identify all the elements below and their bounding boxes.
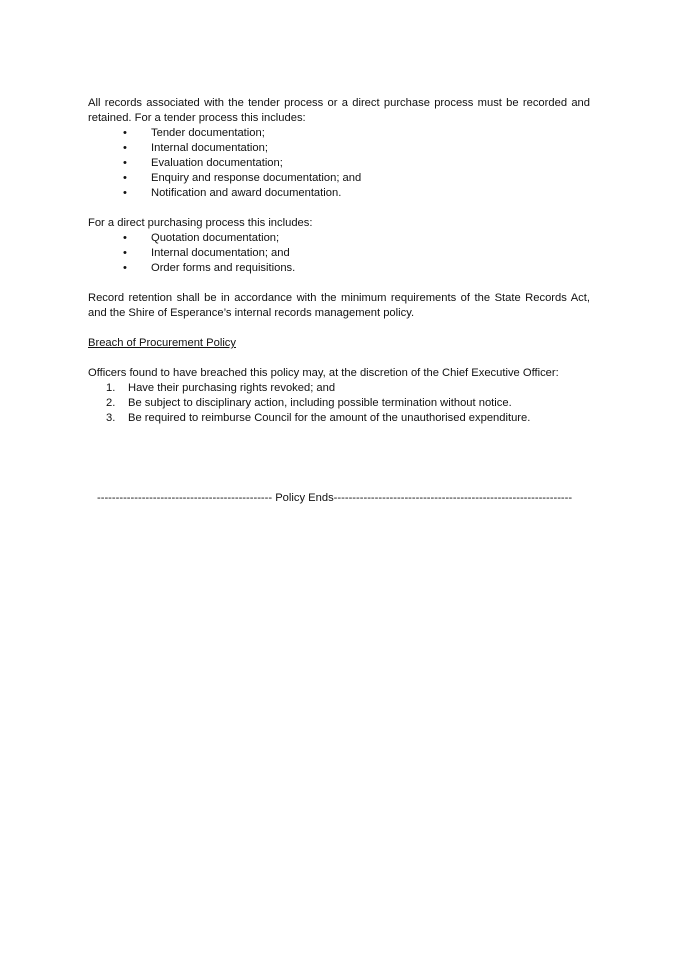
list-item xyxy=(88,231,590,246)
breach-intro-paragraph: Officers found to have breached this policy may, at the discretion of the Chief Executive Officer: xyxy=(88,367,559,379)
bullet-icon: • xyxy=(123,262,127,274)
spacer xyxy=(88,321,590,336)
bullet-icon: • xyxy=(123,127,127,139)
list-item-text: Have their purchasing rights revoked; and xyxy=(128,382,336,394)
divider-dashes-right: ---------------------------------------------------------------- xyxy=(333,492,573,504)
document-body xyxy=(88,96,590,426)
list-item xyxy=(88,246,590,261)
list-item-text: Notification and award documentation. xyxy=(151,187,342,199)
list-item xyxy=(88,396,590,411)
list-item-text: Internal documentation; xyxy=(151,142,268,154)
list-item xyxy=(88,261,590,276)
list-item xyxy=(88,411,590,426)
record-retention-paragraph: Record retention shall be in accordance with the minimum requirements of the State Records Act, and the Shire of Esperance’s internal records management policy. xyxy=(88,292,590,319)
list-item xyxy=(88,141,590,156)
list-item-text: Tender documentation; xyxy=(151,127,265,139)
list-number: 2. xyxy=(106,397,116,409)
policy-ends-label: Policy Ends xyxy=(272,492,334,504)
spacer xyxy=(88,276,590,291)
spacer xyxy=(88,201,590,216)
divider-dashes-left: ----------------------------------------------- xyxy=(97,492,273,504)
list-item-text: Evaluation documentation; xyxy=(151,157,283,169)
direct-purchase-intro: For a direct purchasing process this includes: xyxy=(88,217,313,229)
records-intro-paragraph: All records associated with the tender process or a direct purchase process must be recorded and retained. For a tender process this includes: xyxy=(88,97,590,124)
bullet-icon: • xyxy=(123,232,127,244)
bullet-icon: • xyxy=(123,157,127,169)
list-item xyxy=(88,381,590,396)
list-item xyxy=(88,156,590,171)
list-item xyxy=(88,186,590,201)
bullet-icon: • xyxy=(123,142,127,154)
list-item-text: Be subject to disciplinary action, including possible termination without notice. xyxy=(128,397,512,409)
breach-consequences-list xyxy=(88,381,590,426)
list-item-text: Be required to reimburse Council for the amount of the unauthorised expenditure. xyxy=(128,412,531,424)
list-item xyxy=(88,126,590,141)
list-item-text: Enquiry and response documentation; and xyxy=(151,172,362,184)
bullet-icon: • xyxy=(123,247,127,259)
spacer xyxy=(88,351,590,366)
list-item-text: Quotation documentation; xyxy=(151,232,280,244)
tender-records-list xyxy=(88,126,590,201)
list-item xyxy=(88,171,590,186)
list-item-text: Internal documentation; and xyxy=(151,247,290,259)
list-item-text: Order forms and requisitions. xyxy=(151,262,296,274)
bullet-icon: • xyxy=(123,172,127,184)
direct-records-list xyxy=(88,231,590,276)
bullet-icon: • xyxy=(123,187,127,199)
list-number: 3. xyxy=(106,412,116,424)
breach-heading: Breach of Procurement Policy xyxy=(88,337,236,349)
list-number: 1. xyxy=(106,382,116,394)
policy-ends-divider xyxy=(97,491,593,506)
